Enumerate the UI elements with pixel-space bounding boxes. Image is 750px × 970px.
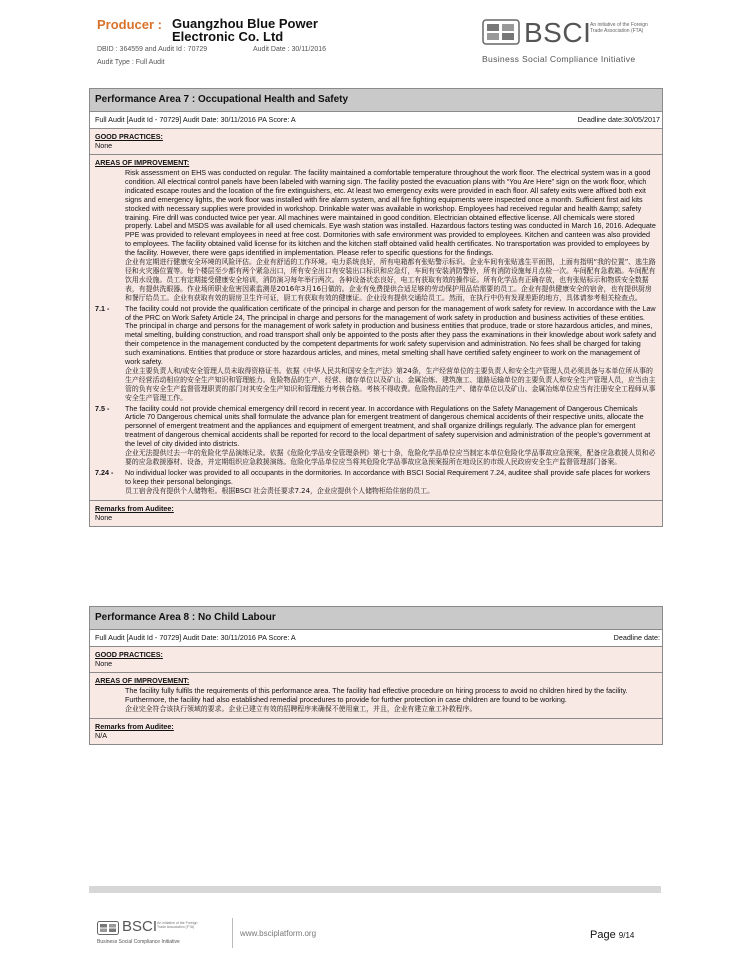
- improvement-item: [95, 469, 657, 496]
- improvement-label: AREAS OF IMPROVEMENT:: [95, 676, 190, 685]
- producer-name: Guangzhou Blue Power Electronic Co. Ltd: [172, 16, 318, 44]
- item-text-cn: 企业无法提供过去一年的危险化学品演练记录。依据《危险化学品安全管理条例》第七十条，危险化学品单位应当制定本单位危险化学品事故应急预案，配备应急救援人员和必要的应急救援器材、设备，并定期组织应急救援演练。危险化学品单位应当将其危险化学品事故应急预案报所在地设区的市级人民政府安全生产监督管理部门备案。: [125, 449, 656, 466]
- bsci-logo: [482, 17, 662, 67]
- improvement-item: [95, 687, 657, 714]
- footer-bsci-logo: [97, 918, 217, 948]
- improvement-item: [95, 169, 657, 303]
- item-number: 7.1 -: [95, 303, 110, 313]
- audit-date: Audit Date : 30/11/2016: [253, 46, 327, 53]
- remarks-value: N/A: [95, 730, 107, 740]
- footer-logo-tagline: An initiative of the Foreign Trade Association (FTA): [157, 921, 198, 929]
- item-text-en: The facility could not provide chemical emergency drill record in recent year. In accordance with Regulations on the Safety Management of Dangerous Chemicals Article 70 Dangerous chemical units shall formulate the advance plan for emergent treatment of dangerous chemical accidents of their respective units, allocate the personnel of emergent treatment and the appliances and equipment of emergent treatment, and shall organize drillings regularly. The advance plan for emergent treatment of dangerous chemical accidents shall be reported for record to the local department of safety supervision and administration of the people’s government at the level of city divided into districts.: [125, 403, 651, 449]
- item-number: 7.5 -: [95, 403, 110, 413]
- footer-logo-wordmark: BSCI: [122, 918, 158, 935]
- audit-info-text: Full Audit [Audit Id - 70729] Audit Date: 30/11/2016 PA Score: A: [95, 115, 296, 124]
- improvement-label: AREAS OF IMPROVEMENT:: [95, 158, 190, 167]
- deadline-date: Deadline date:30/05/2017: [577, 115, 660, 124]
- logo-subtitle: Business Social Compliance Initiative: [482, 54, 636, 64]
- page-value: 9/14: [618, 931, 635, 940]
- areas-of-improvement-box: [90, 673, 662, 719]
- item-number: [95, 169, 125, 303]
- item-text-cn: 企业主要负责人和/或安全管理人员未取得资格证书。依据《中华人民共和国安全生产法》第24条，生产经营单位的主要负责人和安全生产管理人员必须具备与本单位所从事的生产经营活动相应的安全生产知识和管理能力。危险物品的生产、经营、储存单位以及矿山、金属冶炼、建筑施工、道路运输单位的主要负责人和安全生产管理人员，应当由主管的负有安全生产监督管理职责的部门对其安全生产知识和管理能力考核合格。考核不得收费。危险物品的生产、储存单位以及矿山、金属冶炼单位应当有注册安全工程师从事安全生产管理工作。: [125, 366, 656, 402]
- performance-area-7: [89, 88, 663, 527]
- remarks-value: None: [95, 512, 113, 522]
- logo-tagline: An initiative of the Foreign Trade Association (FTA): [590, 22, 648, 34]
- good-practices-label: GOOD PRACTICES:: [95, 650, 163, 659]
- item-number: 7.24 -: [95, 467, 114, 477]
- remarks-box: [90, 719, 662, 744]
- areas-of-improvement-box: [90, 155, 662, 501]
- report-header: [0, 0, 750, 80]
- page-label: Page: [590, 929, 616, 941]
- page-number: [590, 929, 634, 941]
- good-practices-value: None: [95, 659, 113, 668]
- item-text-cn: 企业有定期进行健康安全环境的风险评估。企业有舒适的工作环境。电力系统良好，所有电箱都有张贴警示标识。企业车间有张贴逃生平面图，上面有指明“我的位置”、逃生路径和火灾器位置等。每个楼层至少都有两个紧急出口，所有安全出口有安装出口标识和应急灯，车间有安装消防警铃，所有消防设施每月点检一次。车间配有急救箱。车间配有饮用水设施。员工有定期接受健康安全培训，消防演习每年举行两次。各种设备状态良好，电工有获取有效的操作证。所有化学品有正确存放，也有张贴标示和物质安全数据表，有提供洗眼器。作业场所职业危害因素监测是2016年3月16日做的。企业有免费提供合适足够的劳动保护用品给需要的员工。企业有提供健康安全的宿舍，也有提供厨房和餐厅给员工。企业有获取有效的厨房卫生许可证，厨工有获取有效的健康证。企业没有提供交通给员工。然而，在执行中仍有发现差距的地方，具体请参考相关检查点。: [125, 258, 656, 302]
- item-text-cn: 企业完全符合该执行领域的要求。企业已建立有效的招聘程序来确保不使用童工，并且，企业有建立童工补救程序。: [125, 704, 477, 713]
- good-practices-label: GOOD PRACTICES:: [95, 132, 163, 141]
- performance-area-8: [89, 606, 663, 745]
- item-text-en: No individual locker was provided to all occupants in the dormitories. In accordance with BSCI Social Requirement 7.24, auditee shall provide safe places for workers to keep their personal belongings.: [125, 467, 650, 486]
- audit-type: Audit Type : Full Audit: [97, 59, 165, 66]
- footer-url: www.bsciplatform.org: [240, 929, 317, 938]
- remarks-box: [90, 501, 662, 526]
- item-text-cn: 员工宿舍没有提供个人储物柜。根据BSCI 社会责任要求7.24，企业应提供个人储物柜给住宿的员工。: [125, 486, 434, 495]
- audit-info-text: Full Audit [Audit Id - 70729] Audit Date: 30/11/2016 PA Score: A: [95, 633, 296, 642]
- item-text-en: Risk assessment on EHS was conducted on regular. The facility maintained a comfortable temperature throughout the work floor. The electrical system was in a good condition. All electrical control panels have been labeled with warning sign. The facility posted the evacuation plans with “You Are Here” sign on the work floor, which indicated escape routes and the location of the fire extinguishers, etc. At least two emergency exits were provided in each floor. All safety exits were affixed both exit signs and emergency lights, the work floor was installed with fire alarm system, and all fire fighting equipments were inspected once a month. Sufficient first aid kits stocked with necessary supplies were provided in workshop. Drinkable water was available in workshop. Employees had received regular and health &amp; safety training. Fire drill was conducted twice per year. All machines were maintained in good condition. Electrician obtained effective license. All chemicals were stored properly. Label and MSDS was available for all used chemicals. Eye wash station was installed. Hazardous factors testing was conducted in March 16, 2016. Adequate PPE was provided to relevant employees in need at free cost. Dormitories with safe environment was provided to employees. Kitchen and canteen was also provided to employees. The facility obtained valid license for its kitchen and the kitchen staff obtained valid health certificates. No transportation was provided to employees by the facility. However, there were gaps identified in implementation. Please refer to specific questions for the findings.: [125, 168, 656, 258]
- item-text-en: The facility fully fulfils the requirements of this performance area. The facility had effective procedure on hiring process to avoid no children hired by the facility. Furthermore, the facility had also established remedial procedures to provide for further protection in case children are found to be working.: [125, 686, 628, 704]
- footer-divider-bar: [89, 886, 661, 893]
- footer-vertical-divider: [232, 918, 233, 948]
- section-title: Performance Area 8 : No Child Labour: [90, 607, 662, 630]
- producer-label: Producer :: [97, 17, 163, 32]
- good-practices-box: [90, 647, 662, 673]
- logo-wordmark: BSCI: [524, 17, 592, 48]
- audit-info-line: [90, 630, 662, 647]
- bsci-logo-icon: [97, 921, 119, 935]
- section-title: Performance Area 7 : Occupational Health and Safety: [90, 89, 662, 112]
- good-practices-value: None: [95, 141, 113, 150]
- audit-info-line: [90, 112, 662, 129]
- improvement-item: [95, 405, 657, 467]
- good-practices-box: [90, 129, 662, 155]
- item-text-en: The facility could not provide the qualification certificate of the principal in charge and person for the management of work safety for review. In accordance with the Law of the PRC on Work Safety Article 24, The principal in charge and persons for the management of work safety in production and business activities of these entities. The principal in charge and persons for the management of work safety in production and business entities that produce, trade or store hazardous articles, and mines, metal smelting, building construction, and road transport shall only be appointed to the posts after they pass the examinations in their knowledge about work safety and their competence in the management conducted by the competent departments for work safety supervision and administration. No fees shall be charged for taking such examinations. Entities that produce or store hazardous articles, and mines, metal smelting shall have certified safety engineer to work on the management of work safety.: [125, 303, 656, 367]
- deadline-date: Deadline date:: [613, 633, 660, 642]
- item-number: [95, 687, 125, 714]
- bsci-logo-icon: [482, 19, 520, 45]
- remarks-label: Remarks from Auditee:: [95, 503, 174, 513]
- improvement-item: [95, 305, 657, 403]
- footer-logo-subtitle: Business Social Compliance Initiative: [97, 939, 180, 945]
- dbid-audit-id: DBID : 364559 and Audit Id : 70729: [97, 46, 208, 53]
- remarks-label: Remarks from Auditee:: [95, 721, 174, 731]
